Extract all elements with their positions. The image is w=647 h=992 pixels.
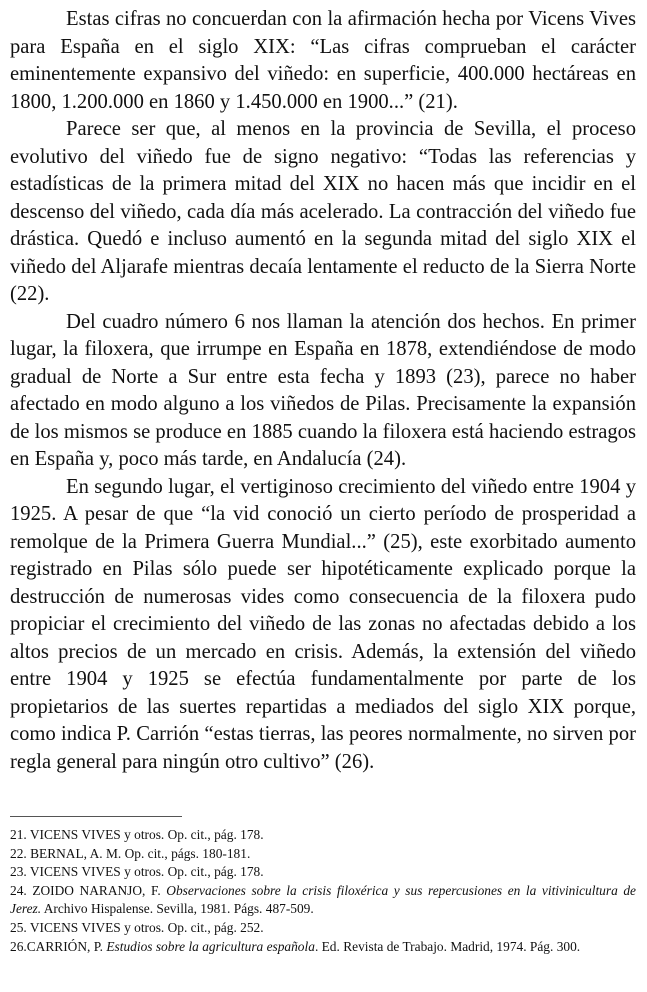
footnote-text: VICENS VIVES y otros. Op. cit., pág. 252. — [29, 919, 264, 935]
footnote-text: Archivo Hispalense. Sevilla, 1981. Págs. 487-509. — [41, 901, 314, 917]
footnote-text: ZOIDO NARANJO, F. — [32, 882, 167, 898]
footnote-number: 21. — [10, 827, 30, 842]
footnote — [10, 863, 636, 882]
paragraph: Parece ser que, al menos en la provincia de Sevilla, el proceso evolutivo del viñedo fue de signo negativo: “Todas las referencias y estadísticas de la primera mitad del XIX no hacen más que incidir en el descenso del viñedo, cada día más acelerado. La contracción del viñedo fue drástica. Quedó e incluso aumentó en la segunda mitad del siglo XIX el viñedo del Aljarafe mientras decaía lentamente el reducto de la Sierra Norte (22). — [10, 118, 636, 305]
footnote-number: 23. — [10, 864, 30, 880]
footnote-text: CARRIÓN, P. — [26, 938, 107, 954]
footnote-title: Observaciones sobre la crisis filoxérica y sus repercusiones en la vitivinicultura de Jerez. — [10, 882, 636, 917]
footnote-text: VICENS VIVES y otros. Op. cit., pág. 178. — [29, 864, 264, 880]
paragraph: Del cuadro número 6 nos llaman la atención dos hechos. En primer lugar, la filoxera, que irrumpe en España en 1878, extendiéndose de modo gradual de Norte a Sur entre esta fecha y 1893 (23), parece no haber afectado en modo alguno a los viñedos de Pilas. Precisamente la expansión de los mismos se produce en 1885 cuando la filoxera está haciendo estragos en España y, poco más tarde, en Andalucía (24). — [10, 310, 636, 470]
footnote-text: . Ed. Revista de Trabajo. Madrid, 1974. Pág. 300. — [314, 938, 581, 954]
footnote — [10, 826, 636, 845]
footnote-number: 25. — [10, 919, 30, 935]
footnote-number: 24. — [10, 882, 33, 898]
footnote — [10, 919, 636, 938]
paragraph: En segundo lugar, el vertiginoso crecimiento del viñedo entre 1904 y 1925. A pesar de que “la vid conoció un cierto período de prosperidad a remolque de la Primera Guerra Mundial...” (25), este exorbitado aumento registrado en Pilas sólo puede ser hipotéticamente explicado porque la destrucción de numerosas vides como consecuencia de la filoxera pudo propiciar el crecimiento del viñedo de las zonas no afectadas debido a los altos precios de un mercado en crisis. Además, la extensión del viñedo entre 1904 y 1925 se efectúa fundamentalmente por parte de los propietarios de las suertes repartidas a mediados del siglo XIX porque, como indica P. Carrión “estas tierras, las peores normalmente, no sirven por regla general para ningún otro cultivo” (26). — [10, 475, 636, 773]
footnote-title: Estudios sobre la agricultura española — [106, 938, 315, 954]
footnote-number: 26. — [10, 938, 27, 954]
footnote — [10, 845, 636, 864]
footnote — [10, 938, 636, 957]
footnote-number: 22. — [10, 845, 31, 861]
footnote — [10, 882, 636, 919]
paragraph: Estas cifras no concuerdan con la afirmación hecha por Vicens Vives para España en el siglo XIX: “Las cifras comprueban el carácter eminentemente expansivo del viñedo: en superficie, 400.000 hectáreas en 1800, 1.200.000 en 1860 y 1.450.000 en 1900...” (21). — [10, 8, 636, 113]
footnotes — [10, 826, 636, 956]
body-text — [10, 6, 636, 776]
footnote-separator — [10, 816, 182, 817]
footnote-text: VICENS VIVES y otros. Op. cit., pág. 178. — [29, 827, 264, 842]
footnote-text: BERNAL, A. M. Op. cit., págs. 180-181. — [30, 845, 251, 861]
